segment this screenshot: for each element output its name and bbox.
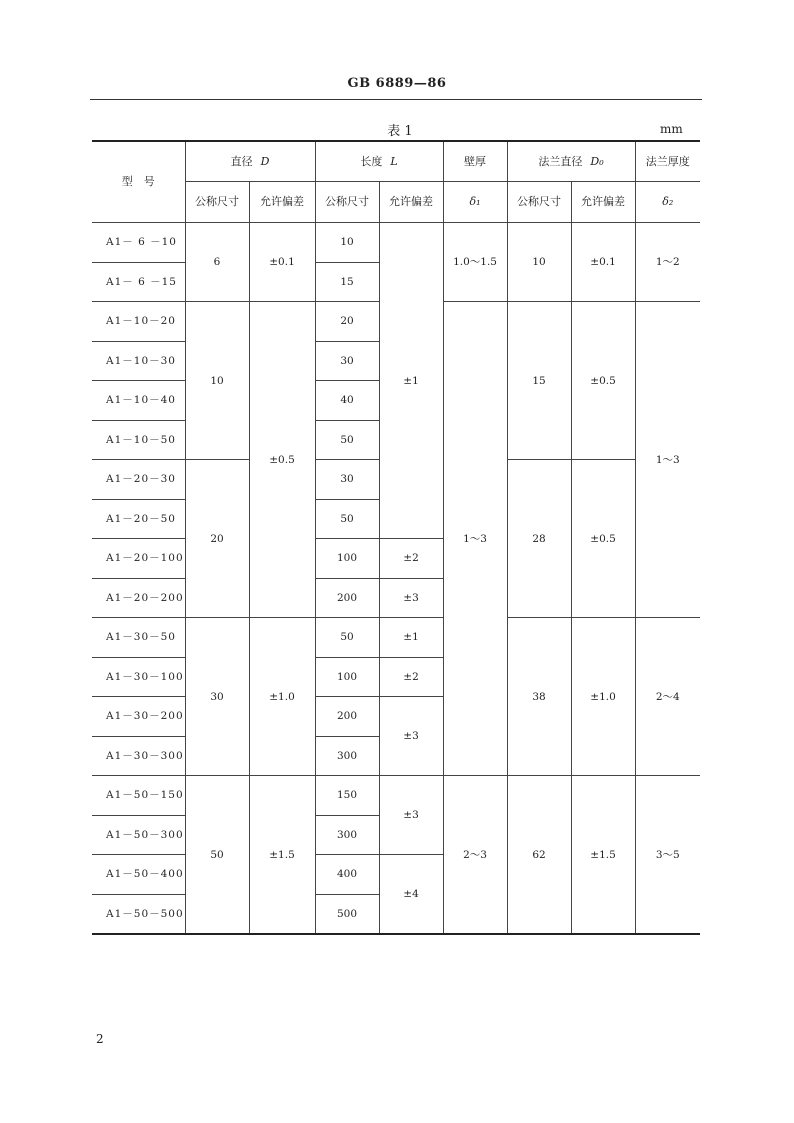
length-tolerance-cell: ±3 — [379, 578, 443, 618]
diameter-tolerance-cell: ±0.5 — [249, 302, 315, 618]
length-tolerance-cell: ±4 — [379, 855, 443, 935]
flange-thick-header: 法兰厚度 — [635, 141, 700, 182]
model-cell: A1－50－300 — [92, 815, 185, 855]
wall-header: 壁厚 — [443, 141, 507, 182]
length-nominal-cell: 150 — [315, 776, 379, 816]
length-nominal-cell: 30 — [315, 460, 379, 500]
flange-thick-cell: 3～5 — [635, 776, 700, 935]
spec-table — [92, 140, 700, 935]
length-nominal-cell: 50 — [315, 499, 379, 539]
model-cell: A1－ 6 －10 — [92, 223, 185, 263]
model-cell: A1－30－200 — [92, 697, 185, 737]
model-cell: A1－50－500 — [92, 894, 185, 934]
flange-thick-symbol: δ₂ — [635, 182, 700, 223]
flange-dia-nominal-cell: 38 — [507, 618, 571, 776]
flange-thick-cell: 2～4 — [635, 618, 700, 776]
length-nominal-cell: 20 — [315, 302, 379, 342]
flange-dia-nominal-cell: 15 — [507, 302, 571, 460]
header-row-1 — [92, 141, 700, 182]
length-tolerance-cell: ±3 — [379, 776, 443, 855]
diameter-tolerance-header: 允许偏差 — [249, 182, 315, 223]
length-tolerance-cell: ±1 — [379, 223, 443, 539]
unit-label: mm — [660, 122, 683, 136]
length-header: 长度 L — [315, 141, 443, 182]
header-rule — [90, 99, 702, 100]
length-nominal-cell: 30 — [315, 341, 379, 381]
model-cell: A1－20－100 — [92, 539, 185, 579]
diameter-tolerance-cell: ±0.1 — [249, 223, 315, 302]
diameter-nominal-cell: 20 — [185, 460, 249, 618]
flange-dia-tolerance-header: 允许偏差 — [571, 182, 635, 223]
model-cell: A1－10－20 — [92, 302, 185, 342]
diameter-nominal-cell: 50 — [185, 776, 249, 935]
flange-dia-tolerance-cell: ±1.0 — [571, 618, 635, 776]
flange-thick-cell: 1～2 — [635, 223, 700, 302]
length-nominal-cell: 400 — [315, 855, 379, 895]
length-nominal-cell: 300 — [315, 815, 379, 855]
model-cell: A1－30－300 — [92, 736, 185, 776]
flange-thick-cell: 1～3 — [635, 302, 700, 618]
flange-dia-nominal-header: 公称尺寸 — [507, 182, 571, 223]
length-nominal-cell: 300 — [315, 736, 379, 776]
table-row — [92, 223, 700, 263]
length-nominal-cell: 200 — [315, 697, 379, 737]
length-tolerance-header: 允许偏差 — [379, 182, 443, 223]
length-nominal-cell: 15 — [315, 262, 379, 302]
length-nominal-cell: 100 — [315, 657, 379, 697]
length-nominal-cell: 100 — [315, 539, 379, 579]
length-tolerance-cell: ±2 — [379, 539, 443, 579]
flange-dia-nominal-cell: 10 — [507, 223, 571, 302]
diameter-nominal-cell: 10 — [185, 302, 249, 460]
standard-code: GB 6889—86 — [347, 76, 447, 91]
model-cell: A1－20－200 — [92, 578, 185, 618]
length-nominal-header: 公称尺寸 — [315, 182, 379, 223]
length-tolerance-cell: ±2 — [379, 657, 443, 697]
model-cell: A1－50－150 — [92, 776, 185, 816]
model-cell: A1－30－50 — [92, 618, 185, 658]
table-caption: 表 1 — [387, 124, 413, 139]
length-nominal-cell: 50 — [315, 420, 379, 460]
model-cell: A1－20－50 — [92, 499, 185, 539]
flange-dia-header: 法兰直径 D₀ — [507, 141, 635, 182]
model-cell: A1－10－40 — [92, 381, 185, 421]
model-cell: A1－10－50 — [92, 420, 185, 460]
model-cell: A1－50－400 — [92, 855, 185, 895]
wall-cell: 2～3 — [443, 776, 507, 935]
flange-dia-tolerance-cell: ±0.5 — [571, 302, 635, 460]
flange-dia-tolerance-cell: ±0.5 — [571, 460, 635, 618]
flange-dia-tolerance-cell: ±0.1 — [571, 223, 635, 302]
diameter-nominal-header: 公称尺寸 — [185, 182, 249, 223]
diameter-tolerance-cell: ±1.5 — [249, 776, 315, 935]
model-cell: A1－ 6 －15 — [92, 262, 185, 302]
length-tolerance-cell: ±1 — [379, 618, 443, 658]
length-nominal-cell: 500 — [315, 894, 379, 934]
length-nominal-cell: 40 — [315, 381, 379, 421]
length-tolerance-cell: ±3 — [379, 697, 443, 776]
diameter-nominal-cell: 6 — [185, 223, 249, 302]
model-cell: A1－30－100 — [92, 657, 185, 697]
table-row — [92, 618, 700, 658]
length-nominal-cell: 50 — [315, 618, 379, 658]
wall-symbol: δ₁ — [443, 182, 507, 223]
diameter-tolerance-cell: ±1.0 — [249, 618, 315, 776]
model-cell: A1－10－30 — [92, 341, 185, 381]
diameter-nominal-cell: 30 — [185, 618, 249, 776]
flange-dia-nominal-cell: 62 — [507, 776, 571, 935]
page-number: 2 — [96, 1032, 104, 1046]
flange-dia-tolerance-cell: ±1.5 — [571, 776, 635, 935]
model-cell: A1－20－30 — [92, 460, 185, 500]
wall-cell: 1～3 — [443, 302, 507, 776]
length-nominal-cell: 200 — [315, 578, 379, 618]
table-row — [92, 776, 700, 816]
length-nominal-cell: 10 — [315, 223, 379, 263]
wall-cell: 1.0～1.5 — [443, 223, 507, 302]
model-header: 型 号 — [92, 141, 185, 223]
diameter-header: 直径 D — [185, 141, 315, 182]
flange-dia-nominal-cell: 28 — [507, 460, 571, 618]
